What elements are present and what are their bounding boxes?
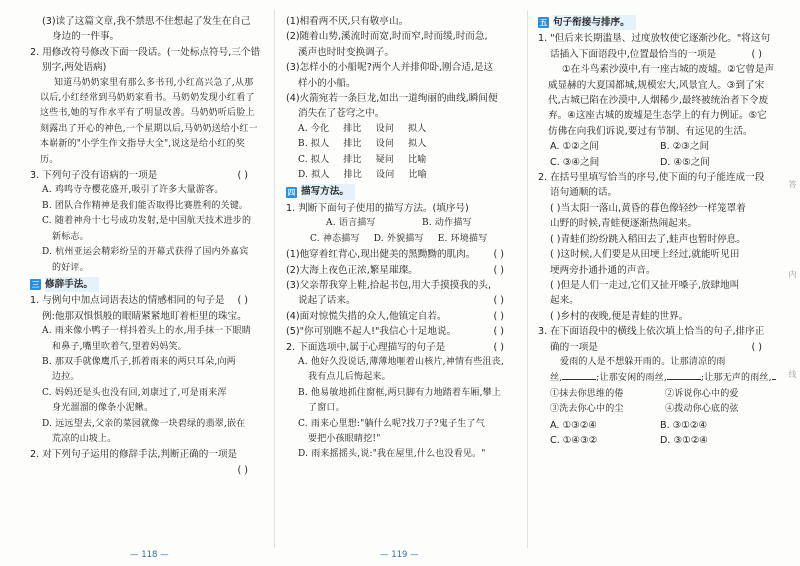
q2-prompt-line2: 别字,两处语病) [42,62,107,74]
ordering-q2-item-2: ( )青蛙们纷纷跳入稻田去了,蛙声也暂时停息。 [550,233,746,245]
ordering-q1-prompt-line2 [538,47,776,62]
column-divider-right [527,10,528,548]
opt-b-1: B. 拟人 [298,139,330,150]
ordering-q3-passage-seg1: 丝, [550,373,563,384]
description-item-3: (3)父亲帮我穿上鞋,拾起书包,用大手摸摸我的头, [286,279,492,291]
rhetoric-q1-option-b-cont: 边拉。 [52,372,80,383]
description-q2-prompt [286,340,518,355]
description-item-1-paren[interactable]: ( ) [493,249,504,261]
rhetoric-q2-item-3-cont: 样小的小船。 [298,77,356,89]
q3-option-b: B. 团队合作精神是我们能否取得比赛胜利的关键。 [42,200,249,211]
ordering-q2-prompt-line2: 语句通顺的话。 [550,187,618,199]
ordering-q3-prompt-line2 [538,340,776,355]
description-item-2-paren[interactable]: ( ) [493,264,504,276]
rhetoric-q2-option-c [286,153,518,168]
ordering-q1-options-row2 [538,155,776,170]
ordering-q3-blank-2[interactable] [667,370,701,380]
section-ordering-header [538,15,776,30]
q3-prompt [30,168,262,183]
section-rhetoric-badge: 三 [31,280,40,290]
description-item-4-paren[interactable]: ( ) [493,310,504,322]
opt-a-4: 拟人 [408,123,427,134]
opt-d-2: 排比 [343,170,363,181]
rhetoric-q1-option-b: B. 那双手就像鹰爪子,抓着雨来的两只耳朵,向两 [42,356,236,367]
ordering-q2-item-3: ( )这时候,人们要是从田埂上经过,就能听见田 [550,249,740,261]
q3-prompt-text: 3. 下列句子没有语病的一项是 [30,170,158,182]
ordering-q1-prompt-text: 话插入下面语段中,位置最恰当的一项是 [550,48,717,60]
rhetoric-q1-text: 1. 与例句中加点词语表达的情感相同的句子是 [30,295,225,307]
description-types-row1 [286,216,518,231]
opt-b-4: 拟人 [408,139,427,150]
ordering-q1-option-b: B. ②③之间 [660,141,710,153]
description-item-2-text: (2)大海上夜色正浓,繁星璀璨。 [286,264,418,276]
description-item-5 [286,324,518,339]
description-q2-option-b-cont: 了窗口。 [308,403,345,414]
description-q1-prompt: 1. 判断下面句子使用的描写方法。(填序号) [286,202,469,214]
ordering-q3-choice-3: ③洗去你心中的尘 [550,404,624,415]
opt-a-1: A. 今化 [298,123,330,134]
ordering-q1-option-a: A. ①②之间 [550,141,599,153]
q3-option-c: C. 随着神舟十七号成功发射,是中国航天技术进步的 [42,216,252,227]
description-q2-option-d: D. 雨来摇摇头,说:"我在屋里,什么也没看见。" [298,449,486,460]
description-item-4 [286,309,518,324]
section-description-badge: 四 [287,187,296,197]
description-q2-option-a: A. 他好久没说话,薄薄地咂着山核片,神情有些沮丧, [298,356,505,367]
ordering-q3-option-d: D. ③①②④ [660,434,708,446]
rhetoric-q1-example: 例:他那双惧惧般的眼睛紧紧地盯着柜里的珠宝。 [42,310,247,322]
q3-option-d-cont: 的好评。 [52,262,89,273]
column-left [30,14,262,478]
binding-label-1: 答 [788,180,797,188]
description-q2-option-c-cont: 要把小孩眼睛挖!" [308,433,381,444]
rhetoric-q1-option-a: A. 雨来像小鸭子一样抖着头上的水,用手抹一下眼睛 [42,326,252,337]
description-q2-text: 2. 下面选项中,属于心理描写的句子是 [286,341,446,353]
description-item-1-text: (1)他穿着红背心,现出健美的黑黝黝的肌肉。 [286,249,476,261]
rhetoric-q2-item-3: (3)怎样小的小船呢?两个人并排仰卧,刚合适,是这 [286,62,494,74]
rhetoric-q2-item-4: (4)火箭宛若一条巨龙,如出一道绚丽的曲线,瞬间便 [286,93,498,105]
q3-sub3-line2: 身边的一件事。 [52,31,120,43]
ordering-q2-item-4: ( )但是人们一走过,它们又扯开嗓子,放肆地叫 [550,279,740,291]
rhetoric-q2-option-a [286,122,518,137]
ordering-q3-choice-4: ④拨动你心底的弦 [665,404,739,415]
ordering-q3-passage-line2 [538,370,776,386]
opt-a-3: 设问 [375,123,395,134]
description-types-row2 [286,232,518,247]
rhetoric-q1-option-a-cont: 和鼻子,嘴里吹着气,望着妈妈笑。 [52,341,187,352]
rhetoric-q2-prompt: 2. 对下列句子运用的修辞手法,判断正确的一项是 [30,449,238,461]
q3-sub3-line1: (3)读了这篇文章,我不禁思不住想起了发生在自己 [42,16,251,27]
section-rhetoric-header [30,277,262,292]
opt-a-2: 排比 [343,123,362,134]
page-number-left: — 118 — [130,550,169,560]
section-ordering-badge: 五 [539,18,548,28]
ordering-q2-prompt-line1: 2. 在括号里填写恰当的序号,使下面的句子能连成一段 [538,172,765,184]
ordering-q1-prompt-line1: 1. "但后来长期滥垦、过度放牧使它逐渐沙化。"将这句 [538,33,771,45]
type-a: A. 语言描写 [326,218,376,229]
rhetoric-q1-option-d: D. 远远望去,父亲的菜园就像一块碧绿的翡翠,嵌在 [42,418,246,429]
section-rhetoric-title: 修辞手法。 [45,277,99,292]
ordering-q2-item-5: ( )乡村的夜晚,便是青蛙的世界。 [550,310,689,322]
ordering-q1-option-c: C. ③④之间 [550,156,600,168]
type-c: C. 神态描写 [310,233,360,244]
rhetoric-q1-answer-paren[interactable]: ( ) [237,295,248,307]
opt-c-2: 排比 [343,154,362,165]
description-q2-option-c: C. 雨来心里想:"躺什么呢?找刀子?鬼子生了气 [298,418,485,429]
q3-answer-paren[interactable]: ( ) [237,170,248,182]
opt-d-3: 设问 [376,170,395,181]
type-b: B. 动作描写 [422,218,472,229]
rhetoric-q2-item-4-cont: 消失在了苍穹之中。 [298,108,385,120]
section-ordering-title: 句子衔接与排序。 [553,15,636,30]
column-middle [286,14,518,463]
q3-option-c-cont: 新标志。 [52,231,89,242]
ordering-q3-passage-line1: 爱雨的人是不想躲开雨的。让那清凉的雨 [560,356,726,367]
page-number-right: — 119 — [380,550,419,560]
opt-b-2: 排比 [343,139,362,150]
ordering-q3-blank-1[interactable] [562,370,596,380]
rhetoric-q2-item-2-cont: 溪声也时时变换调子。 [298,46,394,58]
opt-d-4: 比喻 [408,170,427,181]
q2-passage: 知道马奶奶家里有那么多书刊,小红高兴急了,从那以后,小红经常到马奶奶家看书。马奶奶发现小红看了这些书,她的写作水平有了明显改善。马奶奶听后脸上刻露出了开心的神色,一个星期以后,马奶奶送给小红一本崭新的"小学生作文指导大全",说这是给小红的奖历。 [40,77,258,165]
q2-prompt-line1: 2. 用修改符号修改下面一段话。(一处标点符号,三个错 [30,46,261,58]
section-description-title: 描写方法。 [301,184,355,199]
ordering-q3-choices-row1 [538,387,776,402]
ordering-q2-item-3-cont: 埂两旁扑通扑通的声音。 [550,264,656,276]
ordering-q3-blank-3[interactable] [772,370,776,380]
rhetoric-q2-option-d [286,168,518,183]
ordering-q3-prompt-line1: 3. 在下面语段中的横线上依次填上恰当的句子,排序正 [538,326,765,338]
rhetoric-q2-answer-paren[interactable]: ( ) [237,464,248,476]
ordering-q1-option-d: D. ④⑤之间 [660,156,710,168]
ordering-q1-paren[interactable]: ( ) [751,48,762,60]
opt-c-3: 疑问 [375,154,395,165]
ordering-q3-passage-seg3: ;让那无声的雨丝, [700,373,772,384]
binding-label-2: 内 [788,270,797,278]
ordering-q3-options-row1 [538,418,776,433]
ordering-q3-passage-seg2: ;让那安闲的雨丝, [596,373,667,384]
description-q2-paren[interactable]: ( ) [493,341,504,353]
ordering-q3-option-b: B. ③①②④ [660,419,708,431]
ordering-q1-passage: ①在斗鸟素沙漠中,有一座古城的废墟。②它曾是声威显赫的大夏国都城,规模宏大,风景宜人。③到了宋代,古城已陷在沙漠中,人烟稀少,最终被统治者下令废弃。④这座古城的废墟是生态学上的有力例证。⑤它仿佛在向我们诉说,要过有节制、有远见的生活。 [548,64,775,137]
q3-option-d: D. 杭州亚运会精彩纷呈的开幕式获得了国内外嘉宾 [42,247,249,258]
ordering-q3-choice-2: ②诉说你心中的爱 [665,388,739,399]
description-item-3-paren[interactable]: ( ) [493,295,504,307]
binding-label-3: 线 [788,370,797,378]
rhetoric-q2-item-2: (2)随着山势,溪流时而宽,时而窄,时而缓,时而急, [286,31,488,43]
description-item-5-text: (5)"你可别瞧不起人!"我信心十足地说。 [286,326,457,338]
description-item-4-text: (4)面对惊慌失措的众人,他镇定自若。 [286,310,447,322]
column-right [538,14,776,448]
section-description-header [286,184,518,199]
description-q2-option-b: B. 他易敏地抓住窗框,两只脚有力地踏着车厢,攀上 [298,387,502,398]
ordering-q3-prompt-text: 确的一项是 [550,341,598,353]
ordering-q3-paren[interactable]: ( ) [751,341,762,353]
column-divider-left [274,10,275,548]
rhetoric-q2-option-b [286,137,518,152]
ordering-q1-options-row1 [538,139,776,154]
description-item-2 [286,263,518,278]
ordering-q2-item-1-cont: 山野的时候,青蛙便逐渐热闹起来。 [550,218,697,230]
ordering-q3-choice-1: ①抹去你思维的倦 [550,388,624,399]
description-item-1 [286,247,518,262]
rhetoric-q1-prompt [30,293,262,308]
opt-c-4: 比喻 [408,154,427,165]
rhetoric-q1-option-c-cont: 身光溜溜的像条小泥鳅。 [52,403,154,414]
type-e: E. 环境描写 [437,233,488,244]
description-item-5-paren[interactable]: ( ) [493,326,504,338]
description-item-3-cont-text: 说起了话来。 [298,295,356,307]
ordering-q3-option-a: A. ①③②④ [550,419,597,431]
rhetoric-q2-item-1: (1)相看两不厌,只有敬亭山。 [286,16,409,27]
rhetoric-q1-option-c: C. 妈妈还是头也没有回,刘康过了,可是雨来浑 [42,387,227,398]
rhetoric-q2-paren-row [30,463,262,478]
q3-option-a: A. 鸡鸣寺寺樱花盛开,吸引了许多大量游客。 [42,185,224,196]
description-item-3-cont [286,293,518,308]
ordering-q3-options-row2 [538,433,776,448]
description-q2-option-a-cont: 我有点儿后悔起来。 [308,372,391,383]
opt-c-1: C. 拟人 [298,154,330,165]
ordering-q2-item-4-cont: 起来。 [550,295,579,307]
opt-b-3: 设问 [375,139,395,150]
ordering-q3-choices-row2 [538,402,776,417]
type-d: D. 外貌描写 [373,233,424,244]
ordering-q3-option-c: C. ①④③② [550,434,598,446]
rhetoric-q1-option-d-cont: 荒凉的山坡上。 [52,433,117,444]
opt-d-1: D. 拟人 [298,170,330,181]
ordering-q2-item-1: ( )当太阳一落山,黄昏的暮色像轻纱一样笼罩着 [550,202,746,214]
